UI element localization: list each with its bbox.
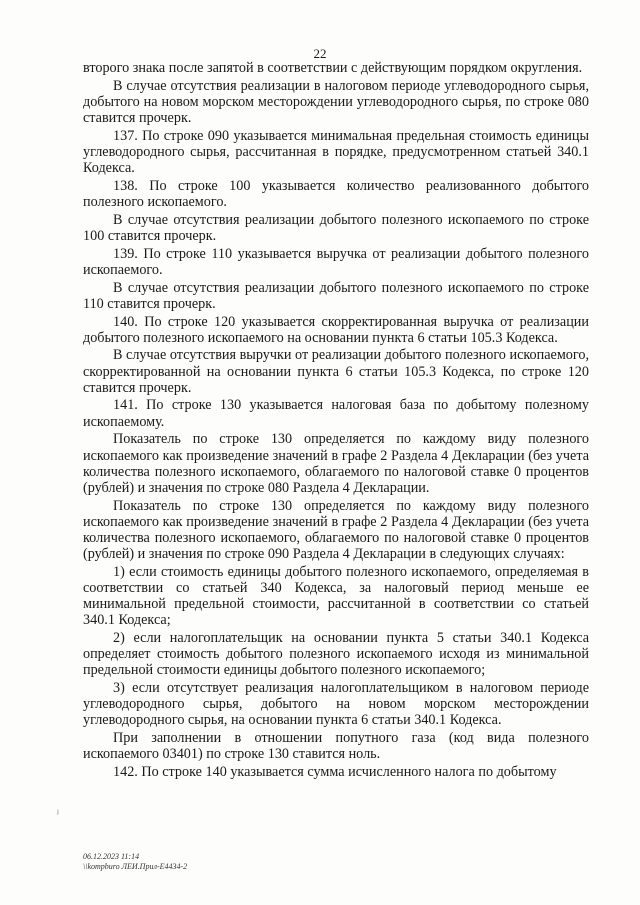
paragraph: Показатель по строке 130 определяется по каждому виду полезного ископаемого как произведение значений в графе 2 Раздела 4 Декларации (без учета количества полезного ископаемого, облагаемого по налоговой ставке 0 процентов (рублей) и значения по строке 090 Раздела 4 Декларации в следующих случаях:: [83, 497, 589, 563]
document-body: [83, 60, 589, 782]
paragraph: 141. По строке 130 указывается налоговая база по добытому полезному ископаемому.: [83, 397, 589, 430]
document-footer: [83, 852, 187, 872]
paragraph: второго знака после запятой в соответствии с действующим порядком округления.: [83, 60, 583, 76]
footer-file-path: \\kompburo ЛЕИ.Прил-Е4434-2: [83, 862, 188, 871]
paragraph: В случае отсутствия реализации добытого полезного ископаемого по строке 110 ставится прочерк.: [83, 279, 589, 312]
paragraph: 137. По строке 090 указывается минимальная предельная стоимость единицы углеводородного сырья, рассчитанная в порядке, предусмотренном статьей 340.1 Кодекса.: [83, 127, 589, 177]
list-item: 2) если налогоплательщик на основании пункта 5 статьи 340.1 Кодекса определяет стоимость добытого полезного ископаемого исходя из минимальной предельной стоимости единицы добытого полезного ископаемого;: [83, 630, 589, 679]
paragraph: При заполнении в отношении попутного газа (код вида полезного ископаемого 03401) по строке 130 ставится ноль.: [83, 730, 589, 763]
paragraph: 138. По строке 100 указывается количество реализованного добытого полезного ископаемого.: [83, 177, 589, 211]
list-item: 1) если стоимость единицы добытого полезного ископаемого, определяемая в соответствии со статьей 340 Кодекса, за налоговый период меньше ее минимальной предельной стоимости, рассчитанной в соответствии со статьей 340.1 Кодекса;: [83, 563, 589, 629]
paragraph: Показатель по строке 130 определяется по каждому виду полезного ископаемого как произведение значений в графе 2 Раздела 4 Декларации (без учета количества полезного ископаемого, облагаемого по налоговой ставке 0 процентов (рублей) и значения по строке 080 Раздела 4 Декларации.: [83, 431, 589, 496]
paragraph: 139. По строке 110 указывается выручка от реализации добытого полезного ископаемого.: [83, 245, 589, 278]
paragraph: В случае отсутствия реализации в налоговом периоде углеводородного сырья, добытого на новом морском месторождении углеводородного сырья, по строке 080 ставится прочерк.: [83, 77, 589, 127]
paragraph: 140. По строке 120 указывается скорректированная выручка от реализации добытого полезного ископаемого на основании пункта 6 статьи 105.3 Кодекса.: [83, 313, 589, 346]
footer-date: 06.12.2023 11:14: [83, 852, 140, 861]
paragraph: 142. По строке 140 указывается сумма исчисленного налога по добытому: [113, 764, 557, 781]
list-item: 3) если отсутствует реализация налогоплательщиком в налоговом периоде углеводородного сырья, добытого на новом морском месторождении углеводородного сырья, на основании пункта 6 статьи 340.1 Кодекса.: [83, 680, 589, 729]
margin-mark: ʲ: [57, 808, 59, 819]
page-number: 22: [313, 46, 327, 61]
paragraph: В случае отсутствия выручки от реализации добытого полезного ископаемого, скорректированной на основании пункта 6 статьи 105.3 Кодекса, по строке 120 ставится прочерк.: [83, 347, 589, 396]
paragraph: В случае отсутствия реализации добытого полезного ископаемого по строке 100 ставится прочерк.: [83, 211, 589, 244]
